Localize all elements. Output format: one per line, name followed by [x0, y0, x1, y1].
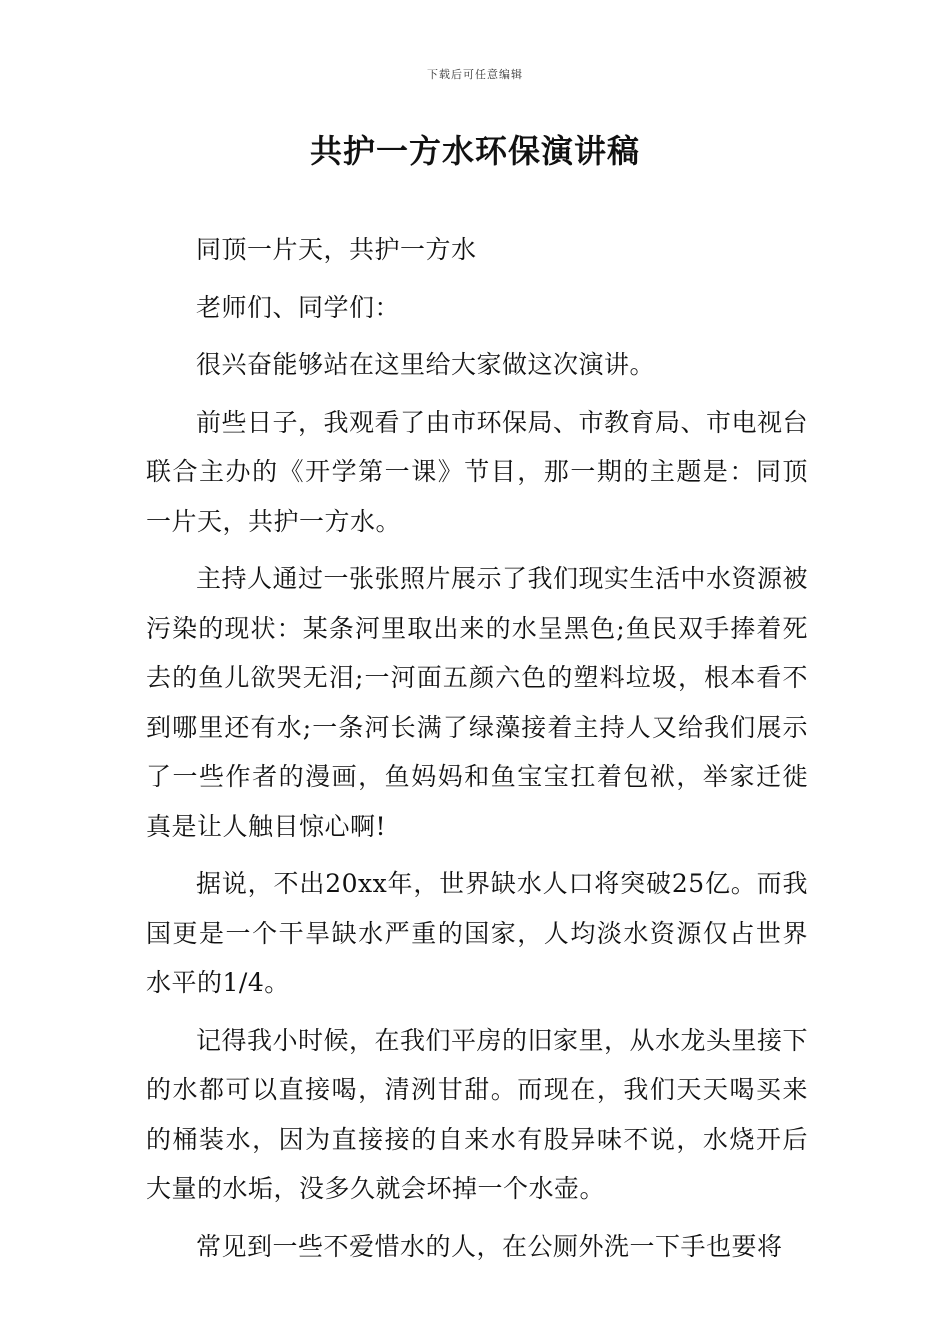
paragraph: 据说，不出20xx年，世界缺水人口将突破25亿。而我国更是一个干旱缺水严重的国家，人均淡水资源仅占世界水平的1/4。 [146, 869, 808, 997]
paragraph: 很兴奋能够站在这里给大家做这次演讲。 [196, 350, 656, 379]
paragraph: 前些日子，我观看了由市环保局、市教育局、市电视台联合主办的《开学第一课》节目，那一期的主题是：同顶一片天，共护一方水。 [146, 407, 809, 536]
paragraph-subtitle: 同顶一片天，共护一方水 [196, 235, 477, 264]
document-body [146, 225, 808, 1279]
paragraph: 常见到一些不爱惜水的人，在公厕外洗一下手也要将 [196, 1231, 783, 1261]
paragraph: 主持人通过一张张照片展示了我们现实生活中水资源被污染的现状：某条河里取出来的水呈黑色;鱼民双手捧着死去的鱼儿欲哭无泪;一河面五颜六色的塑料垃圾，根本看不到哪里还有水;一条河长满了绿藻接着主持人又给我们展示了一些作者的漫画，鱼妈妈和鱼宝宝扛着包袱，举家迁徙真是让人触目惊心啊! [146, 564, 809, 841]
paragraph-greeting: 老师们、同学们： [196, 292, 401, 322]
header-note: 下载后可任意编辑 [427, 68, 523, 81]
paragraph: 记得我小时候，在我们平房的旧家里，从水龙头里接下的水都可以直接喝，清洌甘甜。而现在，我们天天喝买来的桶装水，因为直接接的自来水有股异味不说，水烧开后大量的水垢，没多久就会坏掉一个水壶。 [146, 1025, 809, 1203]
page-title: 共护一方水环保演讲稿 [309, 132, 640, 170]
